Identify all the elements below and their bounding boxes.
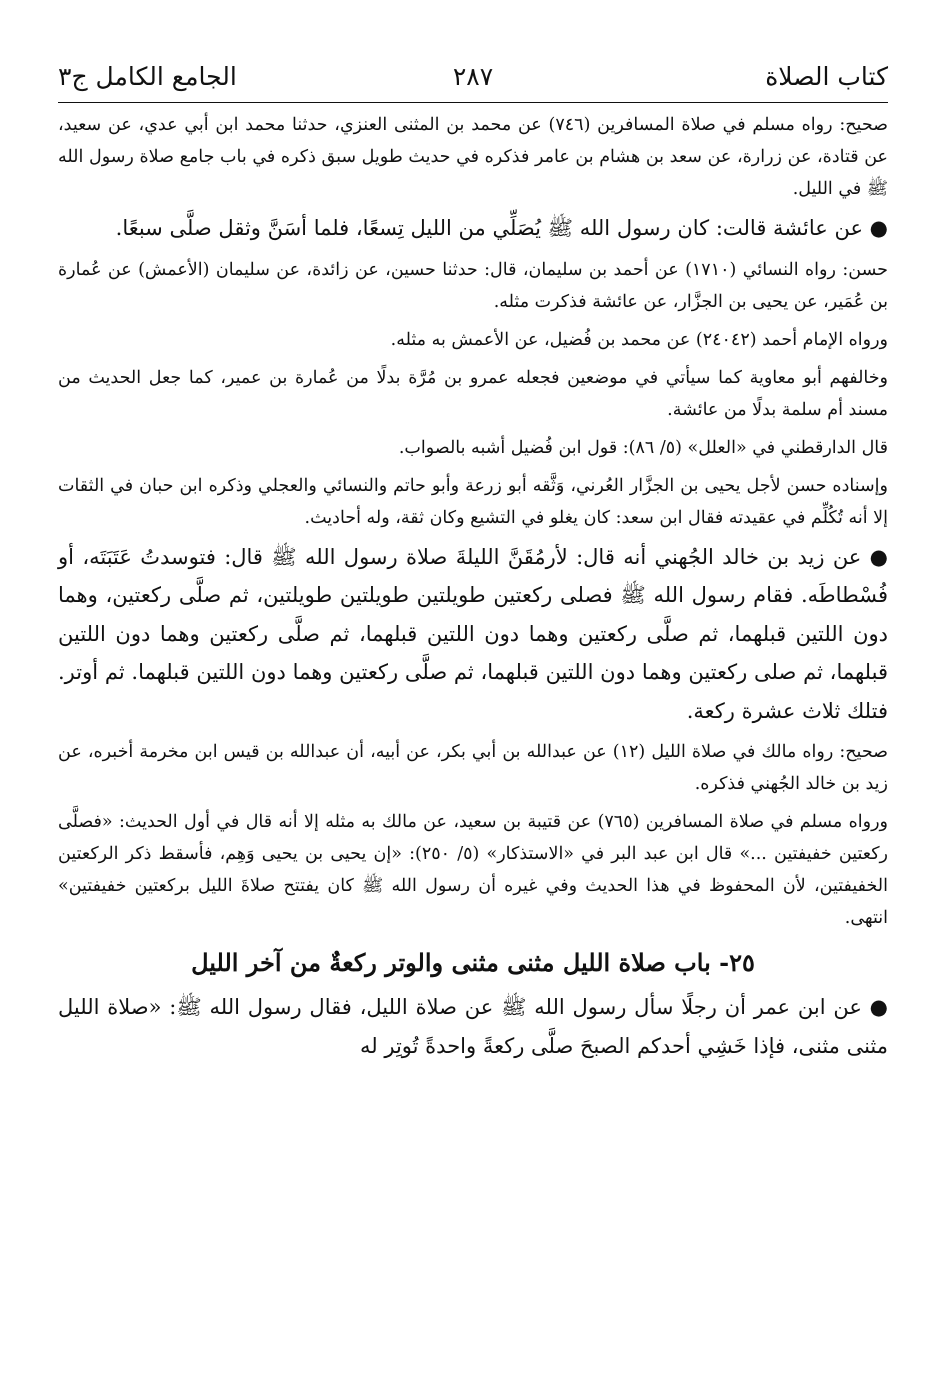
takhrij-note: ورواه مسلم في صلاة المسافرين (٧٦٥) عن قتيبة بن سعيد، عن مالك به مثله إلا أنه قال في أول الحديث: «فصلَّى ركعتين خفيفتين ...» قال ابن عبد البر في «الاستذكار» (٥/ ٢٥٠): «إن يحيى بن يحيى وَهِم، فأسقط ذكر الركعتين الخفيفتين، لأن المحفوظ في هذا الحديث وفي غيره أن رسول الله ﷺ كان يفتتح صلاةَ الليل بركعتين خفيفتين» انتهى. xyxy=(58,812,888,928)
page-number: ٢٨٧ xyxy=(452,62,494,91)
takhrij-note: صحيح: رواه مالك في صلاة الليل (١٢) عن عبدالله بن أبي بكر، عن أبيه، أن عبدالله بن قيس ابن مخرمة أخبره، عن زيد بن خالد الجُهني فذكره. xyxy=(58,742,888,794)
page-header xyxy=(58,62,888,102)
volume-title: الجامع الكامل ج٣ xyxy=(58,62,237,91)
takhrij-note: صحيح: رواه مسلم في صلاة المسافرين (٧٤٦) عن محمد بن المثنى العنزي، حدثنا محمد ابن أبي عدي، عن سعيد، عن قتادة، عن زرارة، عن سعد بن هشام بن عامر فذكره في حديث طويل سبق ذكره في باب جامع صلاة رسول الله ﷺ في الليل. xyxy=(58,115,888,199)
takhrij-note: ورواه الإمام أحمد (٢٤٠٤٢) عن محمد بن فُضيل، عن الأعمش به مثله. xyxy=(390,329,888,350)
takhrij-note: وإسناده حسن لأجل يحيى بن الجزَّار العُرني، وَثَّقه أبو زرعة وأبو حاتم والنسائي والعجلي وذكره ابن حبان في الثقات إلا أنه تُكُلِّم في عقيدته فقال ابن سعد: كان يغلو في التشيع وكان ثقة، وله أحاديث. xyxy=(58,475,888,528)
hadith-text: ● عن عائشة قالت: كان رسول الله ﷺ يُصَلِّي من الليل تِسعًا، فلما أسَنَّ وثقل صلَّى سبعًا. xyxy=(115,216,888,240)
header-rule xyxy=(58,102,888,103)
takhrij-note: وخالفهم أبو معاوية كما سيأتي في موضعين فجعله عمرو بن مُرَّة بدلًا من عُمارة بن عمير، كما جعل الحديث من مسند أم سلمة بدلًا من عائشة. xyxy=(58,367,888,420)
book-page xyxy=(58,62,888,1067)
hadith-text: ● عن زيد بن خالد الجُهني أنه قال: لأرمُقَنَّ الليلةَ صلاة رسول الله ﷺ قال: فتوسدتُ عَتَبَتَه، أو فُسْطاطَه. فقام رسول الله ﷺ فصلى ركعتين طويلتين طويلتين طويلتين، ثم صلَّى ركعتين، وهما دون اللتين قبلهما، ثم صلَّى ركعتين وهما دون اللتين قبلهما، ثم صلَّى ركعتين وهما دون اللتين قبلهما، ثم صلى ركعتين وهما دون اللتين قبلهما، ثم صلَّى ركعتين وهما دون اللتين قبلهما. ثم أوتر. فتلك ثلاث عشرة ركعة. xyxy=(58,544,888,723)
hadith-text: ● عن ابن عمر أن رجلًا سأل رسول الله ﷺ عن صلاة الليل، فقال رسول الله ﷺ: «صلاة الليل مثنى مثنى، فإذا خَشِي أحدكم الصبحَ صلَّى ركعةً واحدةً تُوتِر له xyxy=(58,995,888,1058)
takhrij-note: حسن: رواه النسائي (١٧١٠) عن أحمد بن سليمان، قال: حدثنا حسين، عن زائدة، عن سليمان (الأعمش) عن عُمارة بن عُمَير، عن يحيى بن الجزَّار، عن عائشة فذكرت مثله. xyxy=(58,259,888,312)
chapter-heading: ٢٥- باب صلاة الليل مثنى مثنى والوتر ركعةٌ من آخر الليل xyxy=(191,948,755,977)
book-title: كتاب الصلاة xyxy=(765,62,888,91)
takhrij-note: قال الدارقطني في «العلل» (٥/ ٨٦): قول ابن فُضيل أشبه بالصواب. xyxy=(398,437,888,458)
